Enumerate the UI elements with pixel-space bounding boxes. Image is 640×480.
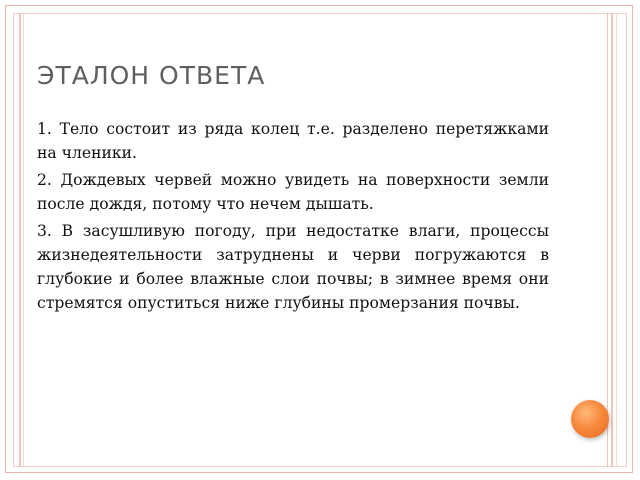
right-decor-line	[607, 13, 608, 467]
left-decor-line-thin	[23, 13, 24, 467]
orange-circle-decoration	[571, 400, 609, 438]
left-decor-line	[19, 13, 21, 467]
right-decor-line-thin	[616, 13, 617, 467]
slide-content	[37, 117, 549, 318]
slide-title: ЭТАЛОН ОТВЕТА	[37, 61, 266, 90]
paragraph-3: 3. В засушливую погоду, при недостатке влаги, процессы жизнедеятельности затруднены и черви погружаются в глубокие и более влажные слои почвы; в зимнее время они стремятся опуститься ниже глубины промерзания почвы.	[37, 222, 549, 312]
paragraph-1: 1. Тело состоит из ряда колец т.е. разделено перетяжками на членики.	[37, 120, 549, 162]
right-decor-line-thick	[611, 13, 613, 467]
paragraph-2: 2. Дождевых червей можно увидеть на поверхности земли после дождя, потому что нечем дышать.	[37, 171, 549, 213]
